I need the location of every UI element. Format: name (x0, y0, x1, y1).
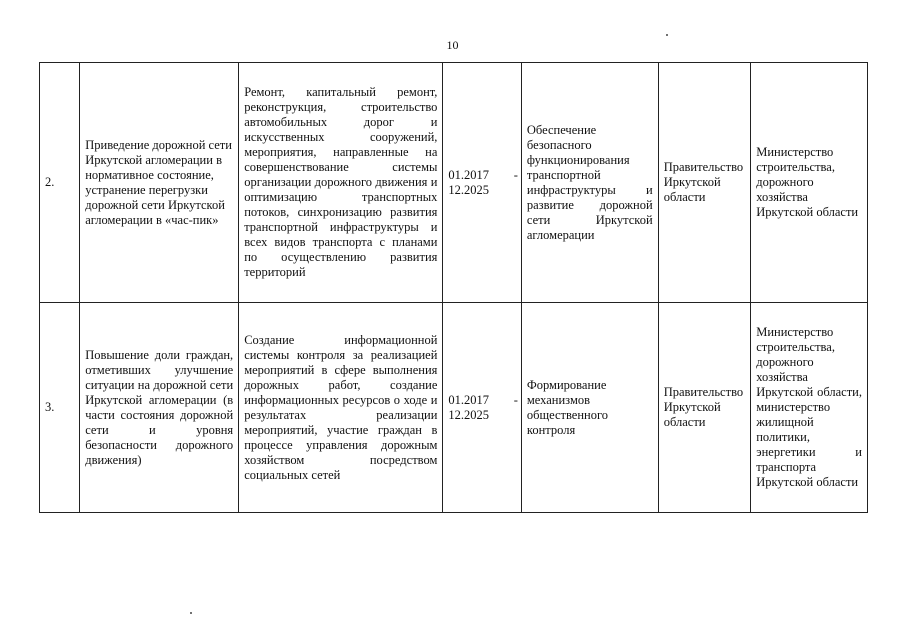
result-cell: Формирование механизмов общественного контроля (521, 303, 658, 513)
table-row (40, 63, 868, 303)
result-cell: Обеспечение безопасного функционирования транспортной инфраструктуры и развитие дорожной сети Иркутской агломерации (521, 63, 658, 303)
page-number: 10 (446, 38, 459, 52)
goal-cell: Приведение дорожной сети Иркутской агломерации в нормативное состояние, устранение перегрузки дорожной сети Иркутской агломерации в «час-пик» (80, 63, 239, 303)
activities-cell: Создание информационной системы контроля за реализацией мероприятий в сфере выполнения дорожных работ, создание информационных ресурсов о ходе и результатах реализации мероприятий, участие граждан в процессе управления дорожным хозяйством посредством социальных сетей (239, 303, 443, 513)
responsible-cell: Министерство строительства, дорожного хозяйства Иркутской области, министерство жилищной политики, энергетики и транспорта Иркутской области (751, 303, 868, 513)
row-number: 2. (40, 63, 80, 303)
period-dash: - (513, 392, 518, 407)
activities-cell: Ремонт, капитальный ремонт, реконструкция, строительство автомобильных дорог и искусственных сооружений, мероприятия, направленные на совершенствование системы организации дорожного движения и оптимизацию транспортных потоков, синхронизацию развития транспортной инфраструктуры и всех видов транспорта с планами по осуществлению развития территорий (239, 63, 443, 303)
scan-speck (190, 612, 192, 614)
period-cell (443, 303, 521, 513)
row-number: 3. (40, 303, 80, 513)
period-end: 12.2025 (448, 182, 490, 197)
measures-table (39, 62, 868, 513)
executor-cell: Правительство Иркутской области (658, 63, 751, 303)
period-cell (443, 63, 521, 303)
scan-speck (666, 34, 668, 36)
executor-cell: Правительство Иркутской области (658, 303, 751, 513)
period-start: 01.2017 (448, 167, 490, 182)
responsible-cell: Министерство строительства, дорожного хозяйства Иркутской области (751, 63, 868, 303)
period-start: 01.2017 (448, 392, 490, 407)
table-row (40, 303, 868, 513)
goal-cell: Повышение доли граждан, отметивших улучшение ситуации на дорожной сети Иркутской агломерации (в части состояния дорожной сети и уровня безопасности дорожного движения) (80, 303, 239, 513)
period-dash: - (513, 167, 518, 182)
period-end: 12.2025 (448, 407, 490, 422)
